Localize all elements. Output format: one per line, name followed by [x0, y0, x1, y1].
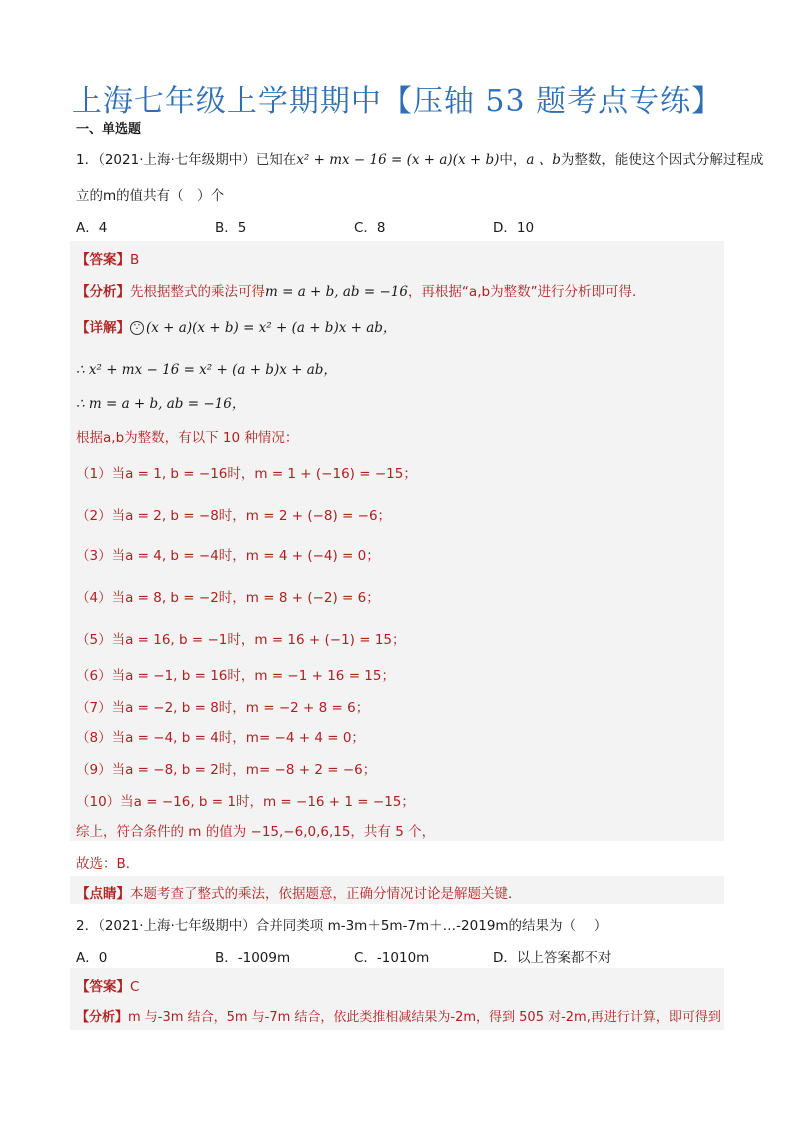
q2-option-a: A．0 [76, 950, 108, 966]
q2-analysis: 【分析】m 与-3m 结合，5m 与-7m 结合，依此类推相减结果为-2m，得到 505 对-2m,再进行计算，即可得到 [76, 1010, 721, 1025]
q1-case-3: （3）当a = 4, b = −4时，m = 4 + (−4) = 0； [76, 548, 380, 564]
q1-case-5: （5）当a = 16, b = −1时，m = 16 + (−1) = 15； [76, 632, 406, 648]
page-title: 上海七年级上学期期中【压轴 53 题考点专练】 [71, 84, 723, 119]
because-icon: ∵ [130, 321, 144, 335]
section-heading: 一、单选题 [76, 122, 142, 137]
q2-stem: 2．（2021·上海·七年级期中）合并同类项 m-3m＋5m-7m＋…-2019m的结果为（ ） [76, 918, 608, 934]
q1-detail-2: ∴ x² + mx − 16 = x² + (a + b)x + ab， [76, 362, 337, 378]
q1-detail-3: ∴ m = a + b, ab = −16， [76, 396, 246, 412]
q1-case-1: （1）当a = 1, b = −16时，m = 1 + (−16) = −15； [76, 466, 417, 482]
q1-comment: 【点睛】本题考查了整式的乘法，依据题意，正确分情况讨论是解题关键． [76, 886, 522, 902]
q1-case-9: （9）当a = −8, b = 2时，m= −8 + 2 = −6； [76, 762, 377, 778]
q2-answer: 【答案】C [76, 979, 140, 995]
q1-option-d: D．10 [493, 220, 535, 236]
q1-equation: x² + mx − 16 = (x + a)(x + b) [296, 152, 500, 168]
q1-option-a: A．4 [76, 220, 108, 236]
q1-option-c: C．8 [354, 220, 386, 236]
q1-options [76, 216, 632, 236]
q1-option-b: B．5 [215, 220, 247, 236]
q1-case-4: （4）当a = 8, b = −2时，m = 8 + (−2) = 6； [76, 590, 380, 606]
q1-case-6: （6）当a = −1, b = 16时，m = −1 + 16 = 15； [76, 668, 395, 684]
q1-case-2: （2）当a = 2, b = −8时，m = 2 + (−8) = −6； [76, 508, 392, 524]
q1-detail-4: 根据a,b为整数，有以下 10 种情况： [76, 430, 299, 446]
q1-case-8: （8）当a = −4, b = 4时，m= −4 + 4 = 0； [76, 730, 365, 746]
q1-answer: 【答案】B [76, 252, 140, 268]
q1-summary: 综上，符合条件的 m 的值为 −15,−6,0,6,15，共有 5 个， [76, 824, 436, 840]
q2-option-c: C．-1010m [354, 950, 430, 966]
q1-detail-1: 【详解】 ∵ (x + a)(x + b) = x² + (a + b)x + ab， [76, 320, 397, 336]
q2-option-d: D．以上答案都不对 [493, 950, 612, 966]
q1-choose: 故选：B． [76, 856, 140, 872]
q1-analysis: 【分析】先根据整式的乘法可得m = a + b, ab = −16，再根据“a,b为整数”进行分析即可得． [76, 284, 646, 300]
q2-option-b: B．-1009m [215, 950, 291, 966]
q1-stem-line2: 立的m的值共有（ ）个 [76, 188, 225, 204]
q1-case-7: （7）当a = −2, b = 8时，m = −2 + 8 = 6； [76, 700, 370, 716]
q1-case-10: （10）当a = −16, b = 1时，m = −16 + 1 = −15； [76, 794, 415, 810]
q2-options [76, 946, 632, 966]
q1-stem-line1: 1．（2021·上海·七年级期中）已知在x² + mx − 16 = (x + a)(x + b)中，a 、b为整数，能使这个因式分解过程成 [76, 152, 764, 168]
